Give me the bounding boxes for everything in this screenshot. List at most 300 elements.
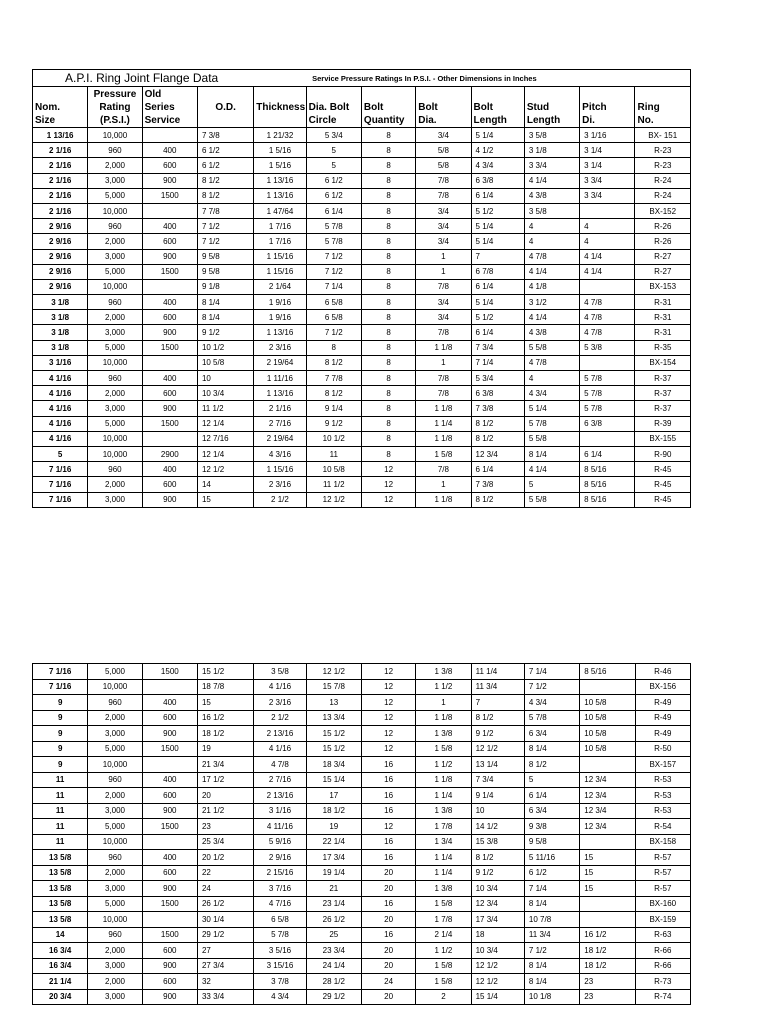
table-row xyxy=(33,355,691,370)
table-row xyxy=(33,310,691,325)
table-cell: 10,000 xyxy=(88,912,142,928)
table-cell: 8 1/2 xyxy=(197,188,253,203)
table-cell: 4 7/8 xyxy=(524,355,579,370)
table-cell: 1 15/16 xyxy=(254,264,306,279)
table-cell: 8 xyxy=(361,249,415,264)
table-cell: 8 xyxy=(361,295,415,310)
table-cell: 2,000 xyxy=(88,788,142,804)
table-cell: 4 1/4 xyxy=(580,264,635,279)
table-cell: 18 7/8 xyxy=(197,679,253,695)
table-cell: 11 1/4 xyxy=(471,664,524,680)
table-cell: 12 1/2 xyxy=(471,741,524,757)
table-cell: 12 1/2 xyxy=(471,958,524,974)
table-cell: 25 3/4 xyxy=(197,834,253,850)
table-cell: 9 1/2 xyxy=(306,416,361,431)
table-cell: 3 1/4 xyxy=(580,143,635,158)
table-cell: 400 xyxy=(142,295,197,310)
table-cell: 1500 xyxy=(142,927,197,943)
table-cell: R-23 xyxy=(635,158,691,173)
table-cell: 1 xyxy=(416,249,471,264)
table-cell: 16 xyxy=(361,803,415,819)
table-cell: 10 1/2 xyxy=(197,340,253,355)
table-cell: 8 xyxy=(361,401,415,416)
table-cell: 2 1/16 xyxy=(33,188,88,203)
table-cell: 5 1/4 xyxy=(471,219,524,234)
table-cell: 900 xyxy=(142,803,197,819)
table-cell: 32 xyxy=(197,974,253,990)
table-cell: 2 1/16 xyxy=(33,143,88,158)
table-cell: 15 1/4 xyxy=(306,772,361,788)
table-cell: 16 xyxy=(361,788,415,804)
table-cell: 1 xyxy=(416,477,471,492)
table-cell: R-26 xyxy=(635,234,691,249)
table-cell: 6 3/4 xyxy=(524,803,579,819)
table-cell: 1 1/8 xyxy=(416,710,471,726)
table-row xyxy=(33,989,691,1005)
table-cell: 6 1/2 xyxy=(306,188,361,203)
table-cell: 8 1/2 xyxy=(306,355,361,370)
table-cell: 600 xyxy=(142,710,197,726)
table-cell: 600 xyxy=(142,158,197,173)
table-cell: R-53 xyxy=(635,788,690,804)
table-row xyxy=(33,401,691,416)
table-cell: 9 xyxy=(33,757,88,773)
table-cell: 2 3/16 xyxy=(254,477,306,492)
table-cell: 2 7/16 xyxy=(254,772,306,788)
table-cell: 8 1/2 xyxy=(471,416,524,431)
table-row xyxy=(33,158,691,173)
table-cell: BX-152 xyxy=(635,203,691,218)
table-cell: 1 xyxy=(416,695,471,711)
header-thickness: Thickness xyxy=(254,87,306,128)
table-cell: 4 1/4 xyxy=(524,310,579,325)
table-cell xyxy=(142,679,197,695)
table-cell: 5 3/8 xyxy=(580,340,635,355)
table-row xyxy=(33,912,691,928)
header-bolt-dia: Bolt Dia. xyxy=(416,87,471,128)
table-cell: 7 1/2 xyxy=(306,249,361,264)
table-cell: 1 1/4 xyxy=(416,416,471,431)
table-cell: BX-156 xyxy=(635,679,690,695)
table-cell: 600 xyxy=(142,386,197,401)
table-cell xyxy=(142,355,197,370)
table-cell: 7 7/8 xyxy=(306,371,361,386)
table-cell: 3,000 xyxy=(88,401,142,416)
table-cell: 1 13/16 xyxy=(33,128,88,143)
table-cell: 5,000 xyxy=(88,340,142,355)
table-cell: 17 1/2 xyxy=(197,772,253,788)
table-cell: 8 xyxy=(361,128,415,143)
table-cell: 5 7/8 xyxy=(254,927,306,943)
table-cell: 8 xyxy=(361,310,415,325)
table-cell: 4 1/2 xyxy=(471,143,524,158)
table-cell: 5 3/4 xyxy=(306,128,361,143)
table-cell: 8 1/2 xyxy=(197,173,253,188)
table-cell: 1500 xyxy=(142,741,197,757)
table-cell: 3,000 xyxy=(88,492,142,507)
table-cell: 20 xyxy=(361,865,415,881)
table-cell: 6 1/2 xyxy=(306,173,361,188)
table-cell: 1 5/8 xyxy=(416,958,471,974)
table-cell: 8 xyxy=(361,173,415,188)
table-cell: 1 7/16 xyxy=(254,234,306,249)
table-cell: 3 1/2 xyxy=(524,295,579,310)
table-cell: 3 7/8 xyxy=(254,974,306,990)
table-cell: 5,000 xyxy=(88,896,142,912)
table-cell: 7 1/2 xyxy=(524,943,579,959)
table-cell: 7 1/4 xyxy=(524,664,579,680)
table-cell: 15 xyxy=(197,695,253,711)
table-cell: 13 xyxy=(306,695,361,711)
table-cell: 17 xyxy=(306,788,361,804)
table-cell: 11 xyxy=(33,788,88,804)
table-cell: 3,000 xyxy=(88,249,142,264)
table-cell: 5 7/8 xyxy=(306,219,361,234)
table-cell: 15 xyxy=(197,492,253,507)
table-cell: 30 1/4 xyxy=(197,912,253,928)
table-cell: 400 xyxy=(142,462,197,477)
table-cell: 400 xyxy=(142,772,197,788)
table-cell: 600 xyxy=(142,477,197,492)
table-cell: 3 1/8 xyxy=(33,340,88,355)
table-cell: 3 5/8 xyxy=(524,203,579,218)
table-cell: 17 3/4 xyxy=(306,850,361,866)
table-cell: 7 1/4 xyxy=(524,881,579,897)
table-cell: 900 xyxy=(142,249,197,264)
table-cell: 7 7/8 xyxy=(197,203,253,218)
table-cell: 5 xyxy=(33,446,88,461)
table-cell: 13 1/4 xyxy=(471,757,524,773)
table-cell: 7 1/4 xyxy=(471,355,524,370)
table-cell: 3,000 xyxy=(88,726,142,742)
table-cell: 600 xyxy=(142,234,197,249)
table-cell xyxy=(580,896,635,912)
table-cell: 1 11/16 xyxy=(254,371,306,386)
table-cell: 1500 xyxy=(142,188,197,203)
table-cell: R-49 xyxy=(635,710,690,726)
table-cell: 15 1/2 xyxy=(306,726,361,742)
table-cell: 16 3/4 xyxy=(33,958,88,974)
table-cell: 8 1/2 xyxy=(471,710,524,726)
table-cell: 2 1/2 xyxy=(254,710,306,726)
table-cell: R-45 xyxy=(635,462,691,477)
table-cell: 1 5/16 xyxy=(254,158,306,173)
table-cell: 1500 xyxy=(142,664,197,680)
table-cell: 8 1/2 xyxy=(524,757,579,773)
table-cell: 23 1/4 xyxy=(306,896,361,912)
table-cell: BX-160 xyxy=(635,896,690,912)
table-cell: 9 1/2 xyxy=(471,726,524,742)
table-cell: 3/4 xyxy=(416,219,471,234)
table-cell: 12 1/2 xyxy=(306,492,361,507)
table-cell: 3/4 xyxy=(416,310,471,325)
table-cell: R-45 xyxy=(635,492,691,507)
table-cell: 6 5/8 xyxy=(254,912,306,928)
table-cell: 5 7/8 xyxy=(524,416,579,431)
table-cell: 960 xyxy=(88,462,142,477)
table-cell: 4 1/8 xyxy=(524,279,579,294)
table-cell: 7/8 xyxy=(416,173,471,188)
table-cell: 7 1/16 xyxy=(33,492,88,507)
table-cell: 4 1/4 xyxy=(580,249,635,264)
table-cell: 2 xyxy=(416,989,471,1005)
table-cell: R-46 xyxy=(635,664,690,680)
table-cell: 900 xyxy=(142,881,197,897)
table-cell: 3 1/8 xyxy=(33,295,88,310)
table-cell: 11 1/2 xyxy=(306,477,361,492)
table-cell: R-74 xyxy=(635,989,690,1005)
table-row xyxy=(33,295,691,310)
table-cell: 10 3/4 xyxy=(197,386,253,401)
table-row xyxy=(33,819,691,835)
table-cell: 6 3/4 xyxy=(524,726,579,742)
table-cell: 6 3/8 xyxy=(580,416,635,431)
table-cell: 10 5/8 xyxy=(580,726,635,742)
table-cell: 2,000 xyxy=(88,386,142,401)
table-cell: 16 xyxy=(361,850,415,866)
table-cell: 24 xyxy=(361,974,415,990)
table-cell: 1 15/16 xyxy=(254,249,306,264)
table-row xyxy=(33,834,691,850)
table-cell: 1 7/16 xyxy=(254,219,306,234)
table-cell: 13 5/8 xyxy=(33,896,88,912)
table-row xyxy=(33,881,691,897)
table-cell: 960 xyxy=(88,927,142,943)
table-cell: 1 1/4 xyxy=(416,788,471,804)
table-cell: 21 3/4 xyxy=(197,757,253,773)
table-row xyxy=(33,386,691,401)
table-cell: R-49 xyxy=(635,726,690,742)
table-cell: 5 1/2 xyxy=(471,203,524,218)
table-cell: 5 1/4 xyxy=(471,234,524,249)
table-cell: 2,000 xyxy=(88,310,142,325)
table-cell: 400 xyxy=(142,219,197,234)
table-cell: 21 1/2 xyxy=(197,803,253,819)
table-row xyxy=(33,757,691,773)
table-cell: 1 3/4 xyxy=(416,834,471,850)
flange-data-table-1 xyxy=(32,69,691,508)
table-cell: 21 xyxy=(306,881,361,897)
table-cell: 2 9/16 xyxy=(254,850,306,866)
header-pitch-di: Pitch Di. xyxy=(580,87,635,128)
table-cell: 20 xyxy=(361,881,415,897)
table-cell: 4 7/16 xyxy=(254,896,306,912)
table-title: A.P.I. Ring Joint Flange Data xyxy=(33,70,307,87)
table-cell: 3 5/8 xyxy=(524,128,579,143)
table-cell: 7 1/16 xyxy=(33,664,88,680)
table-cell: BX-157 xyxy=(635,757,690,773)
table-cell: 12 xyxy=(361,710,415,726)
table-row xyxy=(33,943,691,959)
table-cell: 11 xyxy=(33,819,88,835)
table-cell: 5 xyxy=(524,477,579,492)
table-cell: 8 xyxy=(361,234,415,249)
table-cell: 12 3/4 xyxy=(471,446,524,461)
table-cell: 12 3/4 xyxy=(471,896,524,912)
table-cell: 12 3/4 xyxy=(580,819,635,835)
table-cell: 15 3/8 xyxy=(471,834,524,850)
table-cell: 11 3/4 xyxy=(471,679,524,695)
table-cell: 8 1/4 xyxy=(524,896,579,912)
table-cell: 3 1/4 xyxy=(580,158,635,173)
table-cell: 4 1/4 xyxy=(524,264,579,279)
table-cell: 10,000 xyxy=(88,679,142,695)
table-cell: 1 7/8 xyxy=(416,819,471,835)
table-cell: 1 1/8 xyxy=(416,772,471,788)
table-cell xyxy=(580,431,635,446)
table-cell: 1 xyxy=(416,355,471,370)
table-cell: 8 xyxy=(361,219,415,234)
table-cell: 12 1/4 xyxy=(197,446,253,461)
table-cell: 10 xyxy=(197,371,253,386)
table-cell: R-39 xyxy=(635,416,691,431)
table-cell: 5/8 xyxy=(416,158,471,173)
table-cell: 9 1/8 xyxy=(197,279,253,294)
table-row xyxy=(33,772,691,788)
table-cell: 7/8 xyxy=(416,386,471,401)
table-cell: 960 xyxy=(88,371,142,386)
table-row xyxy=(33,679,691,695)
table-cell: 28 1/2 xyxy=(306,974,361,990)
table-cell: 8 1/4 xyxy=(524,741,579,757)
table-cell: 1 5/8 xyxy=(416,974,471,990)
table-cell: 2 13/16 xyxy=(254,788,306,804)
table-cell xyxy=(580,679,635,695)
table-cell: 20 xyxy=(361,958,415,974)
table-cell: 10 xyxy=(471,803,524,819)
table-cell: 17 3/4 xyxy=(471,912,524,928)
table-cell: 15 1/4 xyxy=(471,989,524,1005)
table-cell: 10 7/8 xyxy=(524,912,579,928)
table-cell: 11 xyxy=(306,446,361,461)
table-cell: 5 3/4 xyxy=(471,371,524,386)
table-cell: 10,000 xyxy=(88,446,142,461)
table-cell: 5 5/8 xyxy=(524,492,579,507)
table-cell: 1500 xyxy=(142,416,197,431)
table-cell: 1 3/8 xyxy=(416,881,471,897)
table-cell: 1 1/4 xyxy=(416,850,471,866)
table-cell: 10,000 xyxy=(88,757,142,773)
header-pressure-rating: Pressure Rating (P.S.I.) xyxy=(88,87,142,128)
table-cell: 960 xyxy=(88,295,142,310)
header-bolt-quantity: Bolt Quantity xyxy=(361,87,415,128)
table-cell: 3 1/16 xyxy=(254,803,306,819)
table-cell: 12 1/2 xyxy=(306,664,361,680)
table-cell: 18 1/2 xyxy=(306,803,361,819)
table-row xyxy=(33,695,691,711)
table-cell: 7/8 xyxy=(416,371,471,386)
table-cell: 2 15/16 xyxy=(254,865,306,881)
table-cell: 7 3/8 xyxy=(471,401,524,416)
table-cell: 10,000 xyxy=(88,128,142,143)
table-cell: 18 1/2 xyxy=(580,958,635,974)
table-cell: 4 7/8 xyxy=(580,325,635,340)
table-cell: BX-153 xyxy=(635,279,691,294)
table-cell: 7 1/2 xyxy=(197,219,253,234)
table-cell: 7 1/2 xyxy=(524,679,579,695)
table-cell: 3 5/8 xyxy=(254,664,306,680)
table-cell: 7 3/4 xyxy=(471,340,524,355)
table-row xyxy=(33,188,691,203)
table-row xyxy=(33,974,691,990)
table-cell: 6 1/2 xyxy=(197,158,253,173)
table-cell: 2,000 xyxy=(88,974,142,990)
table-cell: 6 1/4 xyxy=(524,788,579,804)
table-cell: 1 5/8 xyxy=(416,741,471,757)
table-cell: 2 9/16 xyxy=(33,279,88,294)
table-cell: 10 5/8 xyxy=(580,710,635,726)
table-cell xyxy=(142,834,197,850)
table-cell: R-45 xyxy=(635,477,691,492)
table-cell: 1 5/8 xyxy=(416,896,471,912)
table-cell: 12 xyxy=(361,664,415,680)
table-cell: 7 3/8 xyxy=(471,477,524,492)
table-cell: R-50 xyxy=(635,741,690,757)
table-cell: R-49 xyxy=(635,695,690,711)
table-cell: 600 xyxy=(142,974,197,990)
table-cell: 12 xyxy=(361,679,415,695)
table-cell: 11 xyxy=(33,772,88,788)
table-cell: 6 5/8 xyxy=(306,310,361,325)
table-cell: 5,000 xyxy=(88,741,142,757)
table-cell: 4 1/16 xyxy=(254,679,306,695)
table-cell: 20 1/2 xyxy=(197,850,253,866)
table-cell: 10 1/2 xyxy=(306,431,361,446)
table-cell: 22 1/4 xyxy=(306,834,361,850)
table-row xyxy=(33,788,691,804)
table-cell: 23 3/4 xyxy=(306,943,361,959)
table-row xyxy=(33,128,691,143)
table-cell: 4 7/8 xyxy=(524,249,579,264)
table-cell: 8 5/16 xyxy=(580,664,635,680)
table-row xyxy=(33,492,691,507)
table-cell: R-23 xyxy=(635,143,691,158)
table-cell: 7 3/8 xyxy=(197,128,253,143)
table-cell: 2 1/16 xyxy=(33,158,88,173)
table-cell: 9 5/8 xyxy=(524,834,579,850)
table-cell: 9 3/8 xyxy=(524,819,579,835)
table-cell: 5/8 xyxy=(416,143,471,158)
table-cell: 12 7/16 xyxy=(197,431,253,446)
table-cell: 6 3/8 xyxy=(471,386,524,401)
table-cell: 8 xyxy=(361,188,415,203)
table-cell: 9 1/4 xyxy=(471,788,524,804)
table-cell: 20 xyxy=(361,912,415,928)
table-cell: 10,000 xyxy=(88,834,142,850)
table-cell: 27 xyxy=(197,943,253,959)
table-cell: 1 1/8 xyxy=(416,401,471,416)
table-cell: 12 3/4 xyxy=(580,788,635,804)
table-cell: R-73 xyxy=(635,974,690,990)
table-cell: 8 xyxy=(306,340,361,355)
table-cell: 12 xyxy=(361,741,415,757)
table-cell: 7 3/4 xyxy=(471,772,524,788)
table-cell: 8 1/2 xyxy=(471,431,524,446)
table-cell: 2,000 xyxy=(88,865,142,881)
table-cell: R-27 xyxy=(635,249,691,264)
table-row xyxy=(33,416,691,431)
table-cell: 3,000 xyxy=(88,989,142,1005)
table-row xyxy=(33,219,691,234)
table-cell: 1 1/8 xyxy=(416,431,471,446)
table-cell: 19 xyxy=(306,819,361,835)
table-cell: 1 13/16 xyxy=(254,173,306,188)
table-cell: 8 5/16 xyxy=(580,492,635,507)
table-cell: 3,000 xyxy=(88,325,142,340)
table-cell: 13 5/8 xyxy=(33,865,88,881)
table-cell: 1 1/8 xyxy=(416,492,471,507)
table-cell: 25 xyxy=(306,927,361,943)
